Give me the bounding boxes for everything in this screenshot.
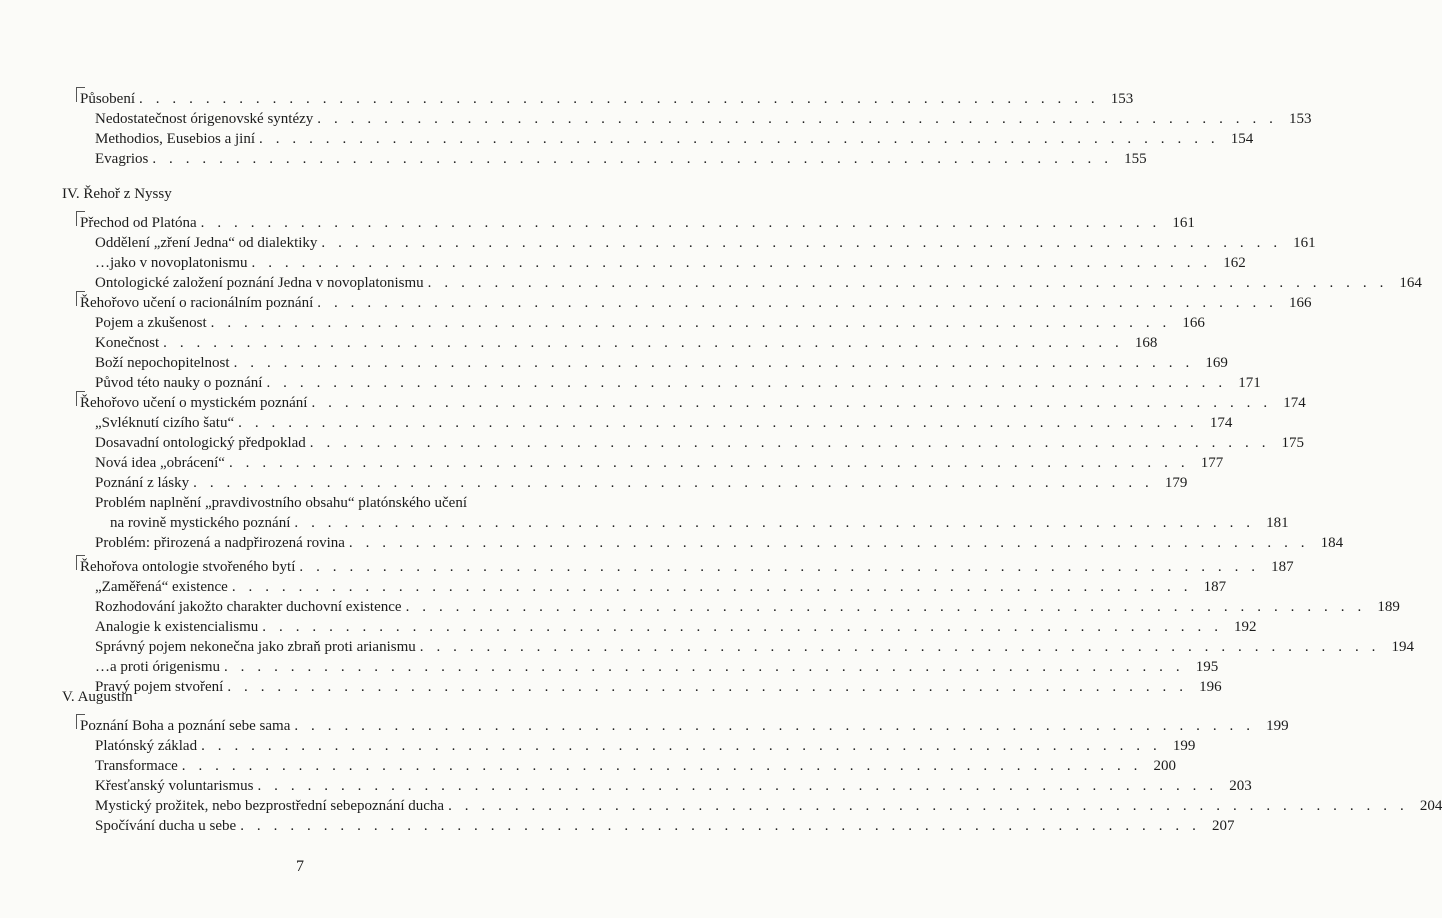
toc-entry-page: 154 <box>1230 131 1254 147</box>
toc-entry <box>95 434 1305 452</box>
toc-entry-title: Působení <box>80 91 136 107</box>
toc-entry-page: 204 <box>1419 798 1442 814</box>
toc-entry-title: Správný pojem nekonečna jako zbraň proti arianismu <box>95 639 416 655</box>
toc-entry <box>95 110 1312 128</box>
section-bracket <box>76 391 85 406</box>
dot-leader: . . . . . . . . . . . . . . . . . . . . . . . . . . . . . . . . . . . . . . . . . . . . . . . . . . . . . . . . . . <box>405 599 1366 615</box>
dot-leader: . . . . . . . . . . . . . . . . . . . . . . . . . . . . . . . . . . . . . . . . . . . . . . . . . . . . . . . . . . <box>294 718 1255 734</box>
toc-entry <box>95 314 1205 332</box>
toc-entry-page: 153 <box>1289 111 1312 127</box>
toc-entry <box>95 274 1422 292</box>
toc-entry-page: 169 <box>1205 355 1228 371</box>
toc-entry-title: Problém: přirozená a nadpřirozená rovina <box>95 535 345 551</box>
dot-leader: . . . . . . . . . . . . . . . . . . . . . . . . . . . . . . . . . . . . . . . . . . . . . . . . . . . . . . . . . . <box>227 679 1188 695</box>
toc-entry-page: 161 <box>1293 235 1316 251</box>
dot-leader: . . . . . . . . . . . . . . . . . . . . . . . . . . . . . . . . . . . . . . . . . . . . . . . . . . . . . . . . . . <box>259 131 1220 147</box>
toc-entry-title: Platónský základ <box>95 738 198 754</box>
dot-leader: . . . . . . . . . . . . . . . . . . . . . . . . . . . . . . . . . . . . . . . . . . . . . . . . . . . . . . . . . . <box>163 335 1124 351</box>
toc-entry-page: 168 <box>1134 335 1158 351</box>
dot-leader: . . . . . . . . . . . . . . . . . . . . . . . . . . . . . . . . . . . . . . . . . . . . . . . . . . . . . . . . . . <box>427 275 1388 291</box>
toc-entry <box>95 414 1233 432</box>
chapter-heading: V. Augustin <box>62 689 133 705</box>
toc-entry <box>80 214 1195 232</box>
dot-leader: . . . . . . . . . . . . . . . . . . . . . . . . . . . . . . . . . . . . . . . . . . . . . . . . . . . . . . . . . . <box>238 415 1199 431</box>
toc-entry-title: Nedostatečnost órigenovské syntézy <box>95 111 314 127</box>
toc-entry-page: 199 <box>1266 718 1289 734</box>
dot-leader: . . . . . . . . . . . . . . . . . . . . . . . . . . . . . . . . . . . . . . . . . . . . . . . . . . . . . . . . . . <box>228 455 1190 471</box>
section-bracket <box>76 714 85 729</box>
toc-entry-title: Poznání z lásky <box>95 475 190 491</box>
page-number: 7 <box>296 858 304 875</box>
toc-entry <box>95 374 1261 392</box>
toc-entry-title: Mystický prožitek, nebo bezprostřední sebepoznání ducha <box>95 798 445 814</box>
toc-entry-page: 203 <box>1229 778 1252 794</box>
toc-entry <box>95 474 1188 492</box>
toc-entry-title: Přechod od Platóna <box>80 215 197 231</box>
toc-entry <box>95 234 1316 252</box>
toc-entry-title: Boží nepochopitelnost <box>95 355 230 371</box>
toc-entry <box>80 394 1306 412</box>
toc-entry-title: „Zaměřená“ existence <box>95 579 228 595</box>
toc-entry-page: 174 <box>1283 395 1306 411</box>
toc-entry-title: Analogie k existencialismu <box>95 619 259 635</box>
dot-leader: . . . . . . . . . . . . . . . . . . . . . . . . . . . . . . . . . . . . . . . . . . . . . . . . . . . . . . . . . . <box>139 91 1100 107</box>
toc-entry-title: Nová idea „obrácení“ <box>95 455 225 471</box>
toc-entry-page: 199 <box>1172 738 1196 754</box>
toc-entry <box>95 454 1224 472</box>
toc-entry-title: Rozhodování jakožto charakter duchovní existence <box>95 599 402 615</box>
toc-entry-title: Dosavadní ontologický předpoklad <box>95 435 306 451</box>
toc-entry <box>95 757 1177 775</box>
toc-entry <box>95 678 1222 696</box>
toc-entry-title: Křesťanský voluntarismus <box>95 778 254 794</box>
toc-entry-page: 177 <box>1200 455 1224 471</box>
toc-entry-page: 192 <box>1234 619 1257 635</box>
dot-leader: . . . . . . . . . . . . . . . . . . . . . . . . . . . . . . . . . . . . . . . . . . . . . . . . . . . . . . . . . . <box>266 375 1227 391</box>
toc-entry <box>95 254 1246 272</box>
dot-leader: . . . . . . . . . . . . . . . . . . . . . . . . . . . . . . . . . . . . . . . . . . . . . . . . . . . . . . . . . . <box>317 295 1278 311</box>
toc-entry <box>95 797 1442 815</box>
dot-leader: . . . . . . . . . . . . . . . . . . . . . . . . . . . . . . . . . . . . . . . . . . . . . . . . . . . . . . . . . . <box>251 255 1212 271</box>
toc-entry-page: 187 <box>1203 579 1227 595</box>
dot-leader: . . . . . . . . . . . . . . . . . . . . . . . . . . . . . . . . . . . . . . . . . . . . . . . . . . . . . . . . . . <box>181 758 1143 774</box>
dot-leader: . . . . . . . . . . . . . . . . . . . . . . . . . . . . . . . . . . . . . . . . . . . . . . . . . . . . . . . . . . <box>311 395 1272 411</box>
toc-entry-title: „Svléknutí cizího šatu“ <box>95 415 235 431</box>
dot-leader: . . . . . . . . . . . . . . . . . . . . . . . . . . . . . . . . . . . . . . . . . . . . . . . . . . . . . . . . . . <box>294 515 1255 531</box>
section-bracket <box>76 211 85 226</box>
dot-leader: . . . . . . . . . . . . . . . . . . . . . . . . . . . . . . . . . . . . . . . . . . . . . . . . . . . . . . . . . . <box>231 579 1193 595</box>
toc-entry-page: 153 <box>1110 91 1134 107</box>
toc-entry <box>95 150 1147 168</box>
dot-leader: . . . . . . . . . . . . . . . . . . . . . . . . . . . . . . . . . . . . . . . . . . . . . . . . . . . . . . . . . . <box>299 559 1260 575</box>
dot-leader: . . . . . . . . . . . . . . . . . . . . . . . . . . . . . . . . . . . . . . . . . . . . . . . . . . . . . . . . . . <box>317 111 1278 127</box>
toc-entry-page: 155 <box>1124 151 1147 167</box>
toc-entry-title: Řehořova ontologie stvořeného bytí <box>80 559 296 575</box>
toc-entry-title: Poznání Boha a poznání sebe sama <box>80 718 291 734</box>
dot-leader: . . . . . . . . . . . . . . . . . . . . . . . . . . . . . . . . . . . . . . . . . . . . . . . . . . . . . . . . . . <box>200 215 1161 231</box>
toc-entry <box>95 817 1235 835</box>
dot-leader: . . . . . . . . . . . . . . . . . . . . . . . . . . . . . . . . . . . . . . . . . . . . . . . . . . . . . . . . . . <box>210 315 1171 331</box>
toc-entry <box>95 737 1196 755</box>
dot-leader: . . . . . . . . . . . . . . . . . . . . . . . . . . . . . . . . . . . . . . . . . . . . . . . . . . . . . . . . . . <box>262 619 1223 635</box>
toc-entry-page: 200 <box>1153 758 1177 774</box>
toc-entry-page: 164 <box>1399 275 1422 291</box>
toc-entry <box>95 658 1219 676</box>
toc-entry-page: 196 <box>1199 679 1222 695</box>
toc-entry-title: Původ této nauky o poznání <box>95 375 263 391</box>
toc-entry-page: 189 <box>1377 599 1400 615</box>
dot-leader: . . . . . . . . . . . . . . . . . . . . . . . . . . . . . . . . . . . . . . . . . . . . . . . . . . . . . . . . . . <box>348 535 1310 551</box>
toc-entry-page: 181 <box>1266 515 1289 531</box>
toc-entry <box>95 534 1344 552</box>
toc-entry-page: 171 <box>1238 375 1261 391</box>
toc-entry-page: 184 <box>1320 535 1344 551</box>
toc-entry-title: Methodios, Eusebios a jiní <box>95 131 255 147</box>
toc-entry <box>80 294 1312 312</box>
dot-leader: . . . . . . . . . . . . . . . . . . . . . . . . . . . . . . . . . . . . . . . . . . . . . . . . . . . . . . . . . . <box>309 435 1271 451</box>
dot-leader: . . . . . . . . . . . . . . . . . . . . . . . . . . . . . . . . . . . . . . . . . . . . . . . . . . . . . . . . . . <box>233 355 1194 371</box>
toc-entry-title: Spočívání ducha u sebe <box>95 818 237 834</box>
toc-entry <box>95 777 1252 795</box>
toc-entry-title: Řehořovo učení o racionálním poznání <box>80 295 314 311</box>
toc-entry-title: …jako v novoplatonismu <box>95 255 248 271</box>
dot-leader: . . . . . . . . . . . . . . . . . . . . . . . . . . . . . . . . . . . . . . . . . . . . . . . . . . . . . . . . . . <box>223 659 1185 675</box>
section-bracket <box>76 87 85 102</box>
section-bracket <box>76 291 85 306</box>
toc-entry-title: Řehořovo učení o mystickém poznání <box>80 395 308 411</box>
dot-leader: . . . . . . . . . . . . . . . . . . . . . . . . . . . . . . . . . . . . . . . . . . . . . . . . . . . . . . . . . . <box>240 818 1201 834</box>
toc-entry-title: Problém naplnění „pravdivostního obsahu“ platónského učení <box>95 495 468 511</box>
toc-entry-page: 194 <box>1391 639 1414 655</box>
dot-leader: . . . . . . . . . . . . . . . . . . . . . . . . . . . . . . . . . . . . . . . . . . . . . . . . . . . . . . . . . . <box>193 475 1154 491</box>
toc-entry-page: 166 <box>1182 315 1205 331</box>
toc-entry-page: 179 <box>1164 475 1188 491</box>
toc-entry <box>110 514 1289 532</box>
dot-leader: . . . . . . . . . . . . . . . . . . . . . . . . . . . . . . . . . . . . . . . . . . . . . . . . . . . . . . . . . . <box>419 639 1380 655</box>
toc-entry-title: Pojem a zkušenost <box>95 315 207 331</box>
dot-leader: . . . . . . . . . . . . . . . . . . . . . . . . . . . . . . . . . . . . . . . . . . . . . . . . . . . . . . . . . . <box>321 235 1282 251</box>
dot-leader: . . . . . . . . . . . . . . . . . . . . . . . . . . . . . . . . . . . . . . . . . . . . . . . . . . . . . . . . . . <box>201 738 1162 754</box>
dot-leader: . . . . . . . . . . . . . . . . . . . . . . . . . . . . . . . . . . . . . . . . . . . . . . . . . . . . . . . . . . <box>448 798 1409 814</box>
chapter-heading: IV. Řehoř z Nyssy <box>62 186 172 202</box>
toc-entry <box>80 717 1289 735</box>
section-bracket <box>76 555 85 570</box>
toc-entry-title: …a proti órigenismu <box>95 659 220 675</box>
toc-entry-page: 195 <box>1195 659 1219 675</box>
toc-entry <box>95 638 1414 656</box>
toc-entry <box>95 130 1254 148</box>
dot-leader: . . . . . . . . . . . . . . . . . . . . . . . . . . . . . . . . . . . . . . . . . . . . . . . . . . . . . . . . . . <box>152 151 1113 167</box>
toc-entry-page: 175 <box>1281 435 1305 451</box>
toc-entry-title: na rovině mystického poznání <box>110 515 291 531</box>
dot-leader: . . . . . . . . . . . . . . . . . . . . . . . . . . . . . . . . . . . . . . . . . . . . . . . . . . . . . . . . . . <box>257 778 1218 794</box>
toc-entry-page: 187 <box>1271 559 1294 575</box>
toc-entry-title: Ontologické založení poznání Jedna v novoplatonismu <box>95 275 424 291</box>
toc-entry <box>80 90 1134 108</box>
toc-entry-page: 166 <box>1289 295 1312 311</box>
toc-entry <box>95 618 1257 636</box>
toc-entry-page: 174 <box>1209 415 1233 431</box>
toc-entry <box>95 578 1227 596</box>
toc-entry-page: 207 <box>1211 818 1235 834</box>
toc-entry <box>80 558 1294 576</box>
toc-entry <box>95 334 1158 352</box>
toc-entry-page: 161 <box>1172 215 1195 231</box>
toc-entry <box>95 354 1228 372</box>
toc-entry-title: Konečnost <box>95 335 160 351</box>
toc-entry <box>95 494 515 512</box>
toc-entry-title: Oddělení „zření Jedna“ od dialektiky <box>95 235 318 251</box>
toc-entry-title: Pravý pojem stvoření <box>95 679 224 695</box>
toc-entry-title: Evagrios <box>95 151 149 167</box>
toc-entry <box>95 598 1400 616</box>
toc-entry-page: 162 <box>1223 255 1246 271</box>
toc-entry-title: Transformace <box>95 758 178 774</box>
